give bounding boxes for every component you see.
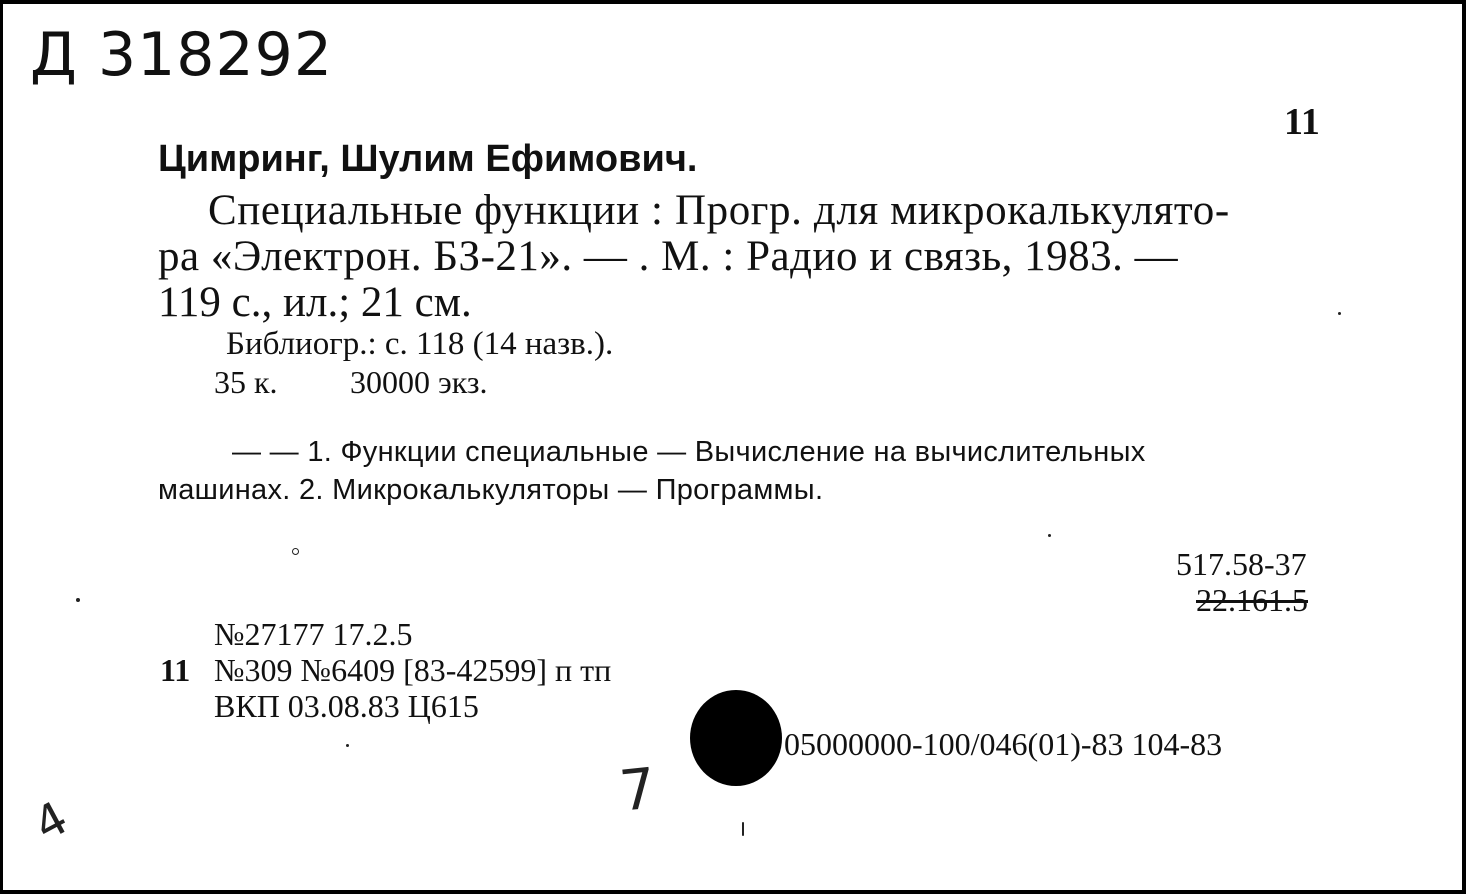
- title-line-3: 119 с., ил.; 21 см.: [158, 279, 472, 326]
- bibliography-note: Библиогр.: с. 118 (14 назв.).: [226, 326, 614, 362]
- speck: [1048, 534, 1051, 537]
- corner-mark: 4: [25, 790, 77, 852]
- order-number: №27177 17.2.5: [214, 616, 413, 652]
- speck: [292, 548, 299, 555]
- order-line-prefix: 11: [160, 652, 191, 688]
- price: 35 к.: [214, 364, 278, 400]
- call-number: Д 318292: [30, 20, 333, 90]
- order-line: №309 №6409 [83-42599] п тп: [214, 652, 612, 688]
- punch-hole: [690, 690, 782, 786]
- copies: 30000 экз.: [350, 364, 488, 400]
- title-line-2: ра «Электрон. БЗ-21». — . М. : Радио и связь, 1983. —: [158, 233, 1179, 280]
- vkp-line: ВКП 03.08.83 Ц615: [214, 688, 479, 724]
- speck: [76, 598, 80, 602]
- shelf-mark: 11: [1284, 101, 1320, 143]
- subjects-line-1: — — 1. Функции специальные — Вычисление на вычислительных: [232, 436, 1146, 468]
- speck: [1338, 312, 1341, 315]
- author-heading: Цимринг, Шулим Ефимович.: [158, 138, 698, 180]
- handwritten-mark: 7: [616, 756, 659, 825]
- udc-code: 517.58-37: [1176, 546, 1307, 582]
- subjects-line-2: машинах. 2. Микрокалькуляторы — Программы.: [158, 474, 824, 506]
- speck: [742, 822, 744, 836]
- title-line-1: Специальные функции : Прогр. для микрокалькулято-: [208, 187, 1230, 234]
- bbk-code: 22.161.5: [1196, 582, 1308, 618]
- edition-code: 05000000-100/046(01)-83 104-83: [784, 726, 1223, 762]
- speck: [346, 744, 349, 747]
